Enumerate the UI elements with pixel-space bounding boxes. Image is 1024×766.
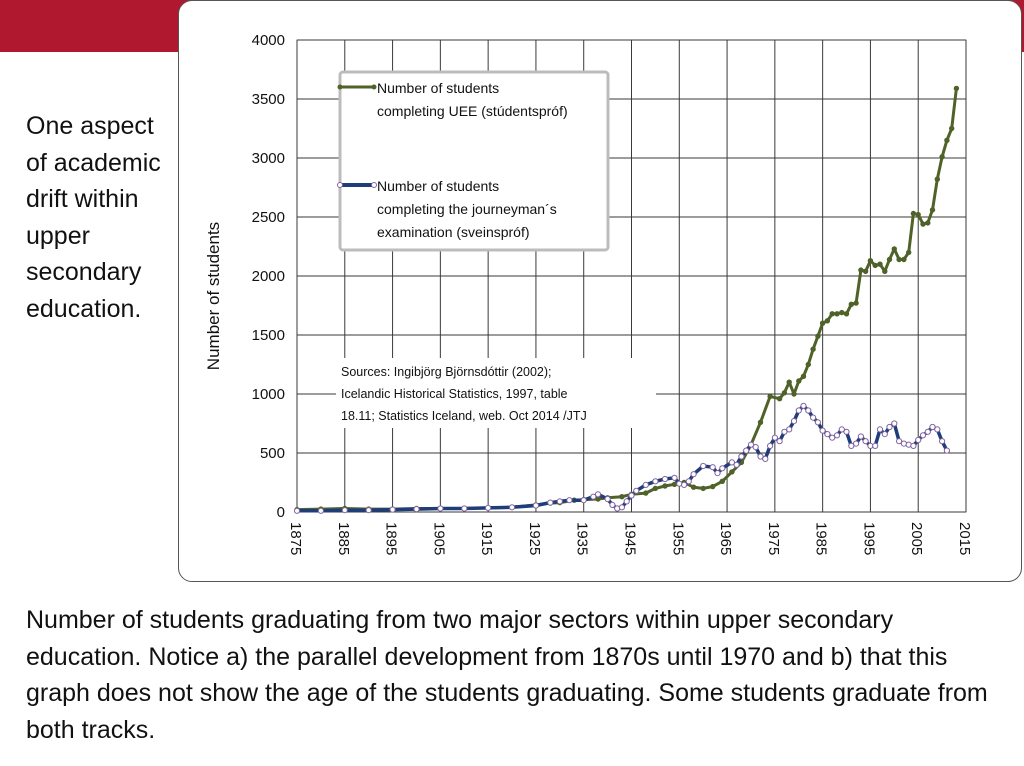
point-journeyman bbox=[734, 462, 739, 467]
point-journeyman bbox=[777, 439, 782, 444]
point-journeyman bbox=[873, 443, 878, 448]
point-uee bbox=[878, 262, 882, 266]
point-journeyman bbox=[739, 454, 744, 459]
point-uee bbox=[758, 420, 762, 424]
point-uee bbox=[873, 263, 877, 267]
x-tick-labels bbox=[287, 522, 973, 555]
point-journeyman bbox=[744, 448, 749, 453]
point-uee bbox=[916, 212, 920, 216]
point-journeyman bbox=[940, 439, 945, 444]
point-journeyman bbox=[768, 443, 773, 448]
x-tick-label: 1945 bbox=[621, 522, 639, 556]
x-tick-label: 1985 bbox=[812, 522, 830, 556]
legend-marker-uee-end bbox=[372, 85, 377, 90]
point-uee bbox=[921, 222, 925, 226]
point-journeyman bbox=[825, 432, 830, 437]
point-journeyman bbox=[763, 456, 768, 461]
sources-line3: 18.11; Statistics Iceland, web. Oct 2014 /JTJ bbox=[341, 409, 587, 423]
point-uee bbox=[868, 259, 872, 263]
point-journeyman bbox=[791, 419, 796, 424]
caption: Number of students graduating from two major sectors within upper secondary education. Notice a) the parallel development from 1870s until 1970 and b) that this graph does not show the age of the students graduating. Some students graduate from both tracks. bbox=[26, 606, 988, 744]
x-tick-label: 1925 bbox=[525, 522, 543, 556]
point-journeyman bbox=[892, 421, 897, 426]
point-journeyman bbox=[672, 475, 677, 480]
point-journeyman bbox=[548, 500, 553, 505]
point-journeyman bbox=[796, 408, 801, 413]
x-tick-label: 1995 bbox=[860, 522, 878, 556]
point-journeyman bbox=[701, 463, 706, 468]
point-uee bbox=[945, 138, 949, 142]
point-uee bbox=[806, 362, 810, 366]
point-journeyman bbox=[911, 443, 916, 448]
point-uee bbox=[801, 374, 805, 378]
point-journeyman bbox=[834, 433, 839, 438]
x-tick-label: 2015 bbox=[956, 522, 973, 556]
y-tick-label: 4000 bbox=[251, 32, 285, 49]
point-journeyman bbox=[887, 424, 892, 429]
point-uee bbox=[887, 257, 891, 261]
point-journeyman bbox=[806, 408, 811, 413]
x-tick-label: 2005 bbox=[908, 522, 926, 556]
x-tick-label: 1885 bbox=[334, 522, 352, 556]
point-journeyman bbox=[486, 505, 491, 510]
x-tick-label: 1935 bbox=[573, 522, 591, 556]
point-journeyman bbox=[811, 415, 816, 420]
y-tick-label: 3500 bbox=[251, 91, 285, 108]
point-uee bbox=[782, 391, 786, 395]
point-journeyman bbox=[682, 482, 687, 487]
point-journeyman bbox=[619, 505, 624, 510]
point-uee bbox=[863, 269, 867, 273]
point-journeyman bbox=[438, 506, 443, 511]
legend-marker-uee bbox=[338, 85, 343, 90]
point-uee bbox=[935, 177, 939, 181]
x-tick-label: 1895 bbox=[382, 522, 400, 556]
x-tick-label: 1965 bbox=[717, 522, 735, 556]
point-journeyman bbox=[581, 498, 586, 503]
point-journeyman bbox=[715, 471, 720, 476]
point-uee bbox=[926, 221, 930, 225]
point-uee bbox=[902, 257, 906, 261]
x-tick-label: 1905 bbox=[430, 522, 448, 556]
legend-marker-journeyman bbox=[338, 183, 343, 188]
point-journeyman bbox=[643, 482, 648, 487]
point-uee bbox=[897, 257, 901, 261]
y-tick-label: 1500 bbox=[251, 327, 285, 344]
y-tick-label: 2500 bbox=[251, 209, 285, 226]
point-uee bbox=[787, 380, 791, 384]
point-uee bbox=[811, 347, 815, 351]
point-uee bbox=[892, 247, 896, 251]
point-journeyman bbox=[772, 435, 777, 440]
point-journeyman bbox=[629, 493, 634, 498]
point-journeyman bbox=[390, 507, 395, 512]
point-journeyman bbox=[567, 498, 572, 503]
point-uee bbox=[663, 484, 667, 488]
legend-marker-journeyman-end bbox=[372, 183, 377, 188]
point-uee bbox=[825, 319, 829, 323]
point-journeyman bbox=[366, 508, 371, 513]
point-uee bbox=[596, 497, 600, 501]
point-uee bbox=[883, 269, 887, 273]
point-uee bbox=[720, 479, 724, 483]
point-uee bbox=[768, 394, 772, 398]
point-journeyman bbox=[844, 429, 849, 434]
legend-label-journeyman-line2: completing the journeyman´s bbox=[377, 201, 557, 217]
point-journeyman bbox=[820, 428, 825, 433]
point-uee bbox=[840, 310, 844, 314]
point-journeyman bbox=[686, 479, 691, 484]
sources-line2: Icelandic Historical Statistics, 1997, table bbox=[341, 387, 568, 401]
point-journeyman bbox=[342, 508, 347, 513]
point-uee bbox=[930, 208, 934, 212]
point-uee bbox=[672, 482, 676, 486]
point-journeyman bbox=[533, 503, 538, 508]
sources-annotation bbox=[336, 358, 656, 428]
point-uee bbox=[701, 486, 705, 490]
legend-label-uee-line1: Number of students bbox=[377, 80, 500, 96]
point-journeyman bbox=[294, 508, 299, 513]
point-uee bbox=[911, 211, 915, 215]
point-journeyman bbox=[662, 476, 667, 481]
point-uee bbox=[835, 312, 839, 316]
point-journeyman bbox=[863, 439, 868, 444]
legend-label-journeyman-line3: examination (sveinspróf) bbox=[377, 224, 530, 240]
legend bbox=[338, 72, 609, 250]
point-uee bbox=[653, 486, 657, 490]
point-uee bbox=[816, 334, 820, 338]
point-uee bbox=[730, 470, 734, 474]
point-uee bbox=[859, 268, 863, 272]
point-journeyman bbox=[414, 507, 419, 512]
point-journeyman bbox=[815, 420, 820, 425]
point-uee bbox=[797, 379, 801, 383]
x-tick-label: 1875 bbox=[287, 522, 304, 556]
sources-line1: Sources: Ingibjörg Björnsdóttir (2002); bbox=[341, 365, 552, 379]
point-journeyman bbox=[318, 508, 323, 513]
point-uee bbox=[792, 392, 796, 396]
x-tick-label: 1955 bbox=[669, 522, 687, 556]
point-uee bbox=[777, 397, 781, 401]
point-uee bbox=[644, 491, 648, 495]
point-journeyman bbox=[691, 472, 696, 477]
point-journeyman bbox=[877, 427, 882, 432]
point-journeyman bbox=[624, 499, 629, 504]
point-journeyman bbox=[882, 432, 887, 437]
point-journeyman bbox=[509, 505, 514, 510]
point-uee bbox=[907, 250, 911, 254]
point-uee bbox=[820, 321, 824, 325]
point-journeyman bbox=[787, 427, 792, 432]
point-journeyman bbox=[634, 488, 639, 493]
x-tick-label: 1915 bbox=[478, 522, 496, 556]
point-journeyman bbox=[653, 479, 658, 484]
y-tick-label: 3000 bbox=[251, 150, 285, 167]
point-journeyman bbox=[710, 465, 715, 470]
point-journeyman bbox=[605, 496, 610, 501]
point-journeyman bbox=[925, 429, 930, 434]
point-journeyman bbox=[720, 466, 725, 471]
point-journeyman bbox=[935, 427, 940, 432]
y-tick-labels bbox=[252, 32, 285, 521]
point-uee bbox=[950, 126, 954, 130]
point-uee bbox=[691, 485, 695, 489]
point-uee bbox=[954, 86, 958, 90]
point-uee bbox=[620, 495, 624, 499]
legend-label-journeyman-line1: Number of students bbox=[377, 178, 500, 194]
point-journeyman bbox=[462, 506, 467, 511]
point-journeyman bbox=[610, 502, 615, 507]
point-journeyman bbox=[944, 448, 949, 453]
y-tick-label: 0 bbox=[276, 504, 285, 521]
point-uee bbox=[940, 155, 944, 159]
point-journeyman bbox=[916, 437, 921, 442]
y-tick-label: 1000 bbox=[251, 386, 285, 403]
point-journeyman bbox=[858, 434, 863, 439]
point-uee bbox=[849, 302, 853, 306]
point-uee bbox=[844, 312, 848, 316]
point-journeyman bbox=[753, 445, 758, 450]
point-journeyman bbox=[557, 499, 562, 504]
point-journeyman bbox=[920, 433, 925, 438]
legend-label-uee-line2: completing UEE (stúdentspróf) bbox=[377, 103, 568, 119]
y-tick-label: 2000 bbox=[251, 268, 285, 285]
point-journeyman bbox=[801, 403, 806, 408]
point-uee bbox=[854, 301, 858, 305]
point-uee bbox=[711, 484, 715, 488]
point-journeyman bbox=[854, 441, 859, 446]
y-axis-label: Number of students bbox=[204, 221, 223, 371]
x-tick-label: 1975 bbox=[764, 522, 782, 556]
point-uee bbox=[830, 312, 834, 316]
point-journeyman bbox=[595, 492, 600, 497]
side-text: One aspect of academic drift within upper secondary education. bbox=[26, 112, 161, 323]
y-tick-label: 500 bbox=[259, 445, 285, 462]
